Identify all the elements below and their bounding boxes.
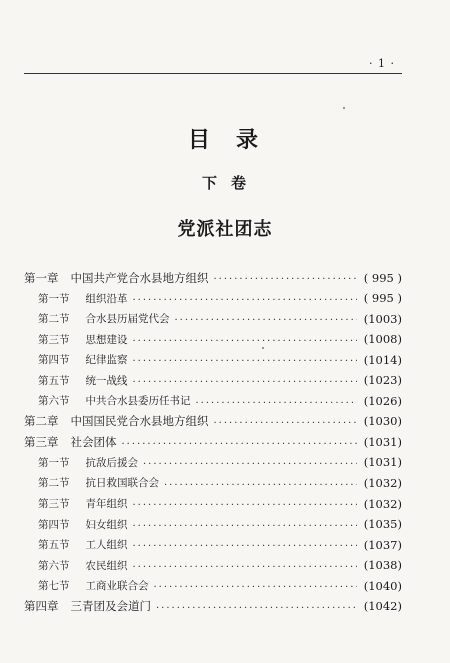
toc-entry-page: (1042) (363, 599, 402, 614)
dot-leader (133, 541, 358, 549)
toc-entry-title: 中共合水县委历任书记 (85, 395, 191, 408)
toc-entry-page: (1008) (363, 332, 402, 347)
toc-entry-page: (1014) (363, 352, 402, 367)
toc-entry-page: (1031) (363, 455, 402, 470)
toc-entry-page: (1035) (363, 517, 402, 532)
toc-chapter-row (24, 597, 402, 618)
toc-entry-title: 青年组织 (85, 498, 128, 511)
toc-entry-page: (1031) (363, 434, 402, 449)
toc-section-row (24, 371, 402, 392)
toc-entry-title: 中国国民党合水县地方组织 (70, 414, 209, 429)
toc-section-row (24, 556, 402, 577)
toc-entry-number: 第二节 (38, 477, 70, 490)
toc-entry-page: (1030) (363, 414, 402, 429)
header-rule (24, 73, 402, 74)
toc-entry-number: 第四节 (38, 518, 70, 531)
toc-entry-number: 第一节 (38, 292, 70, 305)
toc-entry-title: 思想建设 (85, 333, 128, 346)
dot-leader (196, 398, 358, 406)
toc-entry-page: (1037) (363, 537, 402, 552)
toc-section-row (24, 391, 402, 412)
toc-chapter-row (24, 412, 402, 433)
toc-entry-number: 第六节 (38, 395, 70, 408)
toc-entry-title: 妇女组织 (85, 518, 128, 531)
dot-leader (133, 377, 358, 385)
toc-entry-number: 第五节 (38, 374, 70, 387)
dot-leader (133, 356, 358, 364)
dot-leader (175, 315, 358, 323)
dot-leader (133, 500, 358, 508)
toc-section-row (24, 576, 402, 597)
dot-leader (122, 439, 358, 447)
toc-entry-title: 社会团体 (70, 434, 117, 449)
toc-entry-number: 第五节 (38, 539, 70, 552)
toc-entry-title: 抗日救国联合会 (85, 477, 159, 490)
toc-entry-title: 合水县历届党代会 (85, 313, 170, 326)
toc-entry-number: 第二节 (38, 313, 70, 326)
toc-section-row (24, 289, 402, 310)
toc-entry-number: 第一节 (38, 456, 70, 469)
toc-entry-number: 第一章 (24, 270, 59, 285)
toc-section-row (24, 350, 402, 371)
volume-subtitle: 下卷 (201, 174, 260, 192)
toc-entry-page: (1032) (363, 475, 402, 490)
toc-entry-number: 第四节 (38, 354, 70, 367)
scan-speck (343, 107, 345, 109)
dot-leader (214, 274, 358, 282)
toc-entry-title: 农民组织 (85, 559, 128, 572)
toc-entry-page: (1040) (363, 578, 402, 593)
toc-entry-page: (1003) (363, 311, 402, 326)
dot-leader (156, 603, 357, 611)
toc-entry-number: 第二章 (24, 414, 59, 429)
toc-entry-title: 统一战线 (85, 374, 128, 387)
toc-entry-number: 第三节 (38, 498, 70, 511)
dot-leader (143, 459, 357, 467)
toc-entry-title: 三青团及会道门 (70, 599, 151, 614)
toc-section-row (24, 453, 402, 474)
toc-entry-number: 第六节 (38, 559, 70, 572)
toc-section-row (24, 535, 402, 556)
toc-entry-title: 抗敌后援会 (85, 456, 138, 469)
toc-entry-number: 第四章 (24, 599, 59, 614)
toc-entry-number: 第三节 (38, 333, 70, 346)
toc-entry-title: 工商业联合会 (85, 580, 149, 593)
toc-entry-title: 工人组织 (85, 539, 128, 552)
toc-section-row (24, 309, 402, 330)
toc-chapter-row (24, 432, 402, 453)
toc-section-row (24, 515, 402, 536)
dot-leader (164, 480, 357, 488)
page-number: · 1 · (369, 57, 395, 70)
toc-entry-title: 中国共产党合水县地方组织 (70, 270, 209, 285)
toc-chapter-row (24, 268, 402, 289)
table-of-contents (24, 268, 402, 617)
toc-entry-page: (1026) (363, 393, 402, 408)
toc-section-row (24, 330, 402, 351)
section-title: 党派社团志 (177, 219, 273, 240)
toc-entry-title: 组织沿革 (85, 292, 128, 305)
dot-leader (133, 336, 358, 344)
dot-leader (214, 418, 358, 426)
dot-leader (154, 582, 358, 590)
dot-leader (133, 562, 358, 570)
toc-section-row (24, 473, 402, 494)
page-title: 目录 (187, 127, 284, 153)
toc-entry-number: 第七节 (38, 580, 70, 593)
toc-entry-page: (1032) (363, 496, 402, 511)
toc-section-row (24, 494, 402, 515)
dot-leader (133, 295, 358, 303)
dot-leader (133, 521, 358, 529)
toc-entry-page: (1038) (363, 558, 402, 573)
toc-entry-number: 第三章 (24, 434, 59, 449)
toc-entry-page: (1023) (363, 373, 402, 388)
toc-entry-page: ( 995 ) (363, 270, 402, 285)
toc-entry-page: ( 995 ) (363, 291, 402, 306)
toc-entry-title: 纪律监察 (85, 354, 128, 367)
